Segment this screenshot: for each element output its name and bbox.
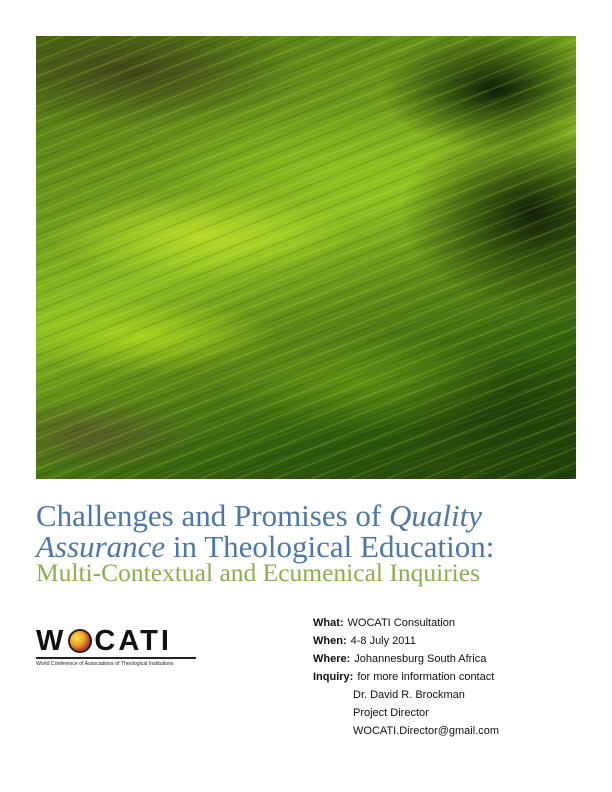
title-italic-assurance: Assurance — [36, 529, 166, 564]
where-value: Johannesburg South Africa — [354, 653, 487, 665]
detail-when — [313, 632, 499, 650]
when-value: 4-8 July 2011 — [350, 635, 416, 647]
logo-letter-w: W — [36, 625, 67, 657]
title-line-1 — [36, 500, 596, 531]
when-label: When: — [313, 635, 347, 647]
title-text-2: in Theological Education: — [165, 529, 495, 564]
detail-where — [313, 650, 499, 668]
where-label: Where: — [313, 653, 351, 665]
inquiry-label: Inquiry: — [313, 671, 354, 683]
subtitle: Multi-Contextual and Ecumenical Inquiries — [36, 558, 481, 587]
logo-tagline: World Conference of Associations of Theological Institutions — [36, 661, 174, 667]
logo-underline — [36, 657, 196, 659]
wocati-logo — [36, 626, 206, 678]
contact-role: Project Director — [353, 707, 429, 719]
logo-letters-cati: CATI — [94, 625, 172, 657]
detail-what — [313, 614, 499, 632]
globe-icon — [68, 629, 92, 653]
what-value: WOCATI Consultation — [347, 617, 455, 629]
contact-email[interactable]: WOCATI.Director@gmail.com — [353, 725, 500, 737]
event-details — [313, 614, 499, 740]
logo-wordmark — [36, 626, 206, 656]
title-block — [36, 500, 596, 586]
title-italic-quality: Quality — [389, 498, 483, 533]
title-text-1: Challenges and Promises of — [36, 498, 390, 533]
what-label: What: — [313, 617, 344, 629]
contact-name: Dr. David R. Brockman — [353, 689, 465, 701]
inquiry-value: for more information contact — [357, 671, 495, 683]
cover-photo-grass — [36, 36, 576, 479]
detail-inquiry — [313, 668, 499, 686]
